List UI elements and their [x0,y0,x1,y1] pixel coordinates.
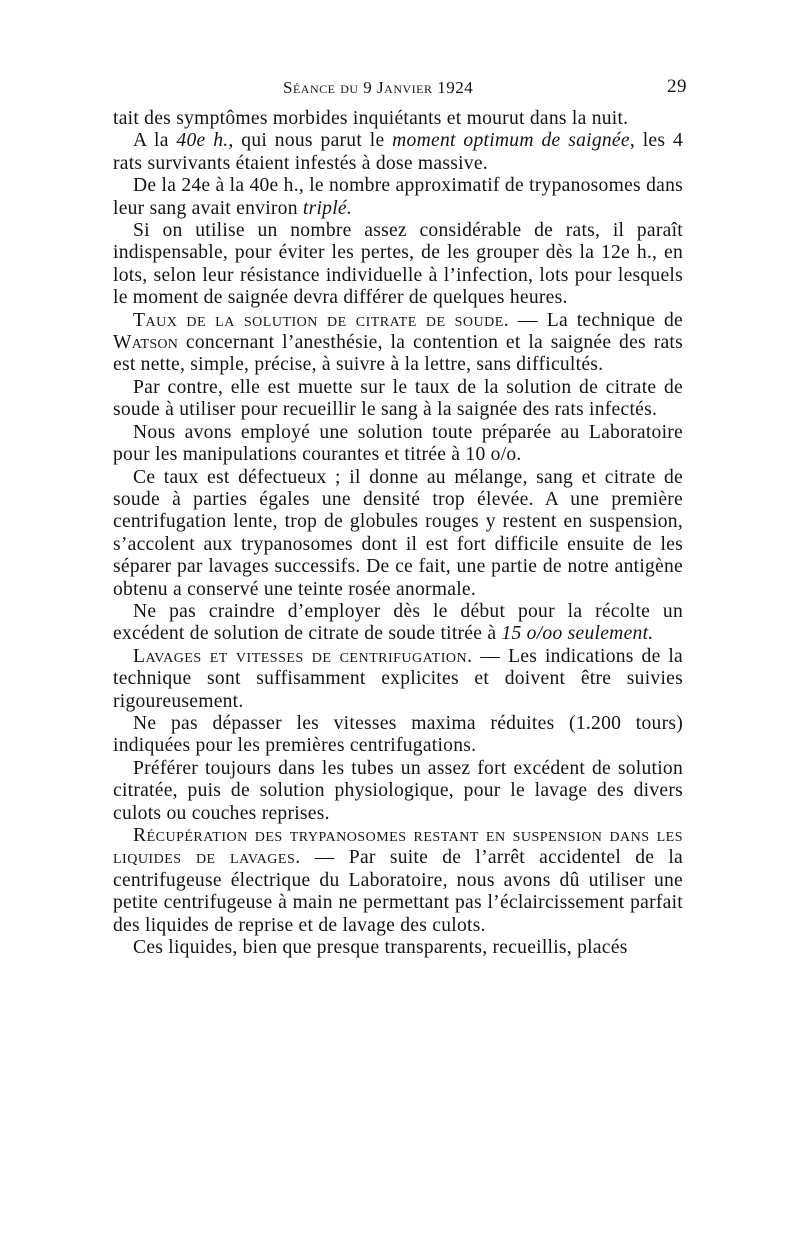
page-number: 29 [667,76,687,97]
paragraph: Si on utilise un nombre assez considérable de rats, il paraît indispensable, pour éviter les pertes, de les grouper dès la 12e h., en lots, selon leur résistance individuelle à l’infection, lots pour lesquels le moment de saignée devra différer de quelques heures. [113,220,683,309]
emphasis: 40e h. [176,130,229,152]
section-paragraph: Récupération des trypanosomes restant en suspension dans les liquides de lavages. — Par suite de l’arrêt accidentel de la centrifugeuse électrique du Laboratoire, nous avons dû utiliser une petite centrifugeuse à main ne permettant pas l’éclaircissement parfait des liquides de reprise et de lavage des culots. [113,825,683,936]
running-header [113,74,687,108]
paragraph: Ne pas craindre d’employer dès le début pour la récolte un excédent de solution de citrate de soude titrée à 15 o/oo seulement. [113,600,683,645]
paragraph: Ne pas dépasser les vitesses maxima réduites (1.200 tours) indiquées pour les premières centrifugations. [113,712,683,757]
paragraph: Ce taux est défectueux ; il donne au mélange, sang et citrate de soude à parties égales une densité trop élevée. A une première centrifugation lente, trop de globules rouges y restent en suspension, s’accolent aux trypanosomes dont il est fort difficile ensuite de les séparer par lavages successifs. De ce fait, une partie de notre antigène obtenu a conservé une teinte rosée anormale. [113,466,683,600]
paragraph: Nous avons employé une solution toute préparée au Laboratoire pour les manipulations courantes et titrée à 10 o/o. [113,421,683,466]
section-paragraph: Taux de la solution de citrate de soude. — La technique de Watson concernant l’anesthésie, la contention et la saignée des rats est nette, simple, précise, à suivre à la lettre, sans difficultés. [113,309,683,376]
paragraph: A la 40e h., qui nous parut le moment optimum de saignée, les 4 rats survivants étaient infestés à dose massive. [113,130,683,174]
paragraph: De la 24e à la 40e h., le nombre approximatif de trypanosomes dans leur sang avait environ triplé. [113,175,683,219]
paragraph: Ces liquides, bien que presque transparents, recueillis, placés [133,937,628,959]
emphasis: triplé. [302,197,353,219]
running-title: Séance du 9 Janvier 1924 [283,78,474,97]
section-paragraph: Lavages et vitesses de centrifugation. — Les indications de la technique sont suffisamment explicites et doivent être suivies rigoureusement. [113,645,684,712]
paragraph: Par contre, elle est muette sur le taux de la solution de citrate de soude à utiliser pour recueillir le sang à la saignée des rats infectés. [113,376,683,421]
emphasis: 15 o/oo seulement. [501,623,654,645]
paragraph: tait des symptômes morbides inquiétants et mourut dans la nuit. [113,108,629,129]
book-page [113,74,687,959]
section-lead: Taux de la solution de citrate de soude. [133,309,510,331]
paragraph: Préférer toujours dans les tubes un assez fort excédent de solution citratée, puis de solution physiologique, pour le lavage des divers culots ou couches reprises. [113,757,683,824]
author-name: Watson [113,332,179,354]
emphasis: moment optimum de saignée [392,130,630,152]
section-lead: Récupération des trypanosomes restant en suspension dans les liquides de lavages. [113,825,683,869]
section-lead: Lavages et vitesses de centrifugation. [133,645,473,667]
page-body [113,108,683,959]
